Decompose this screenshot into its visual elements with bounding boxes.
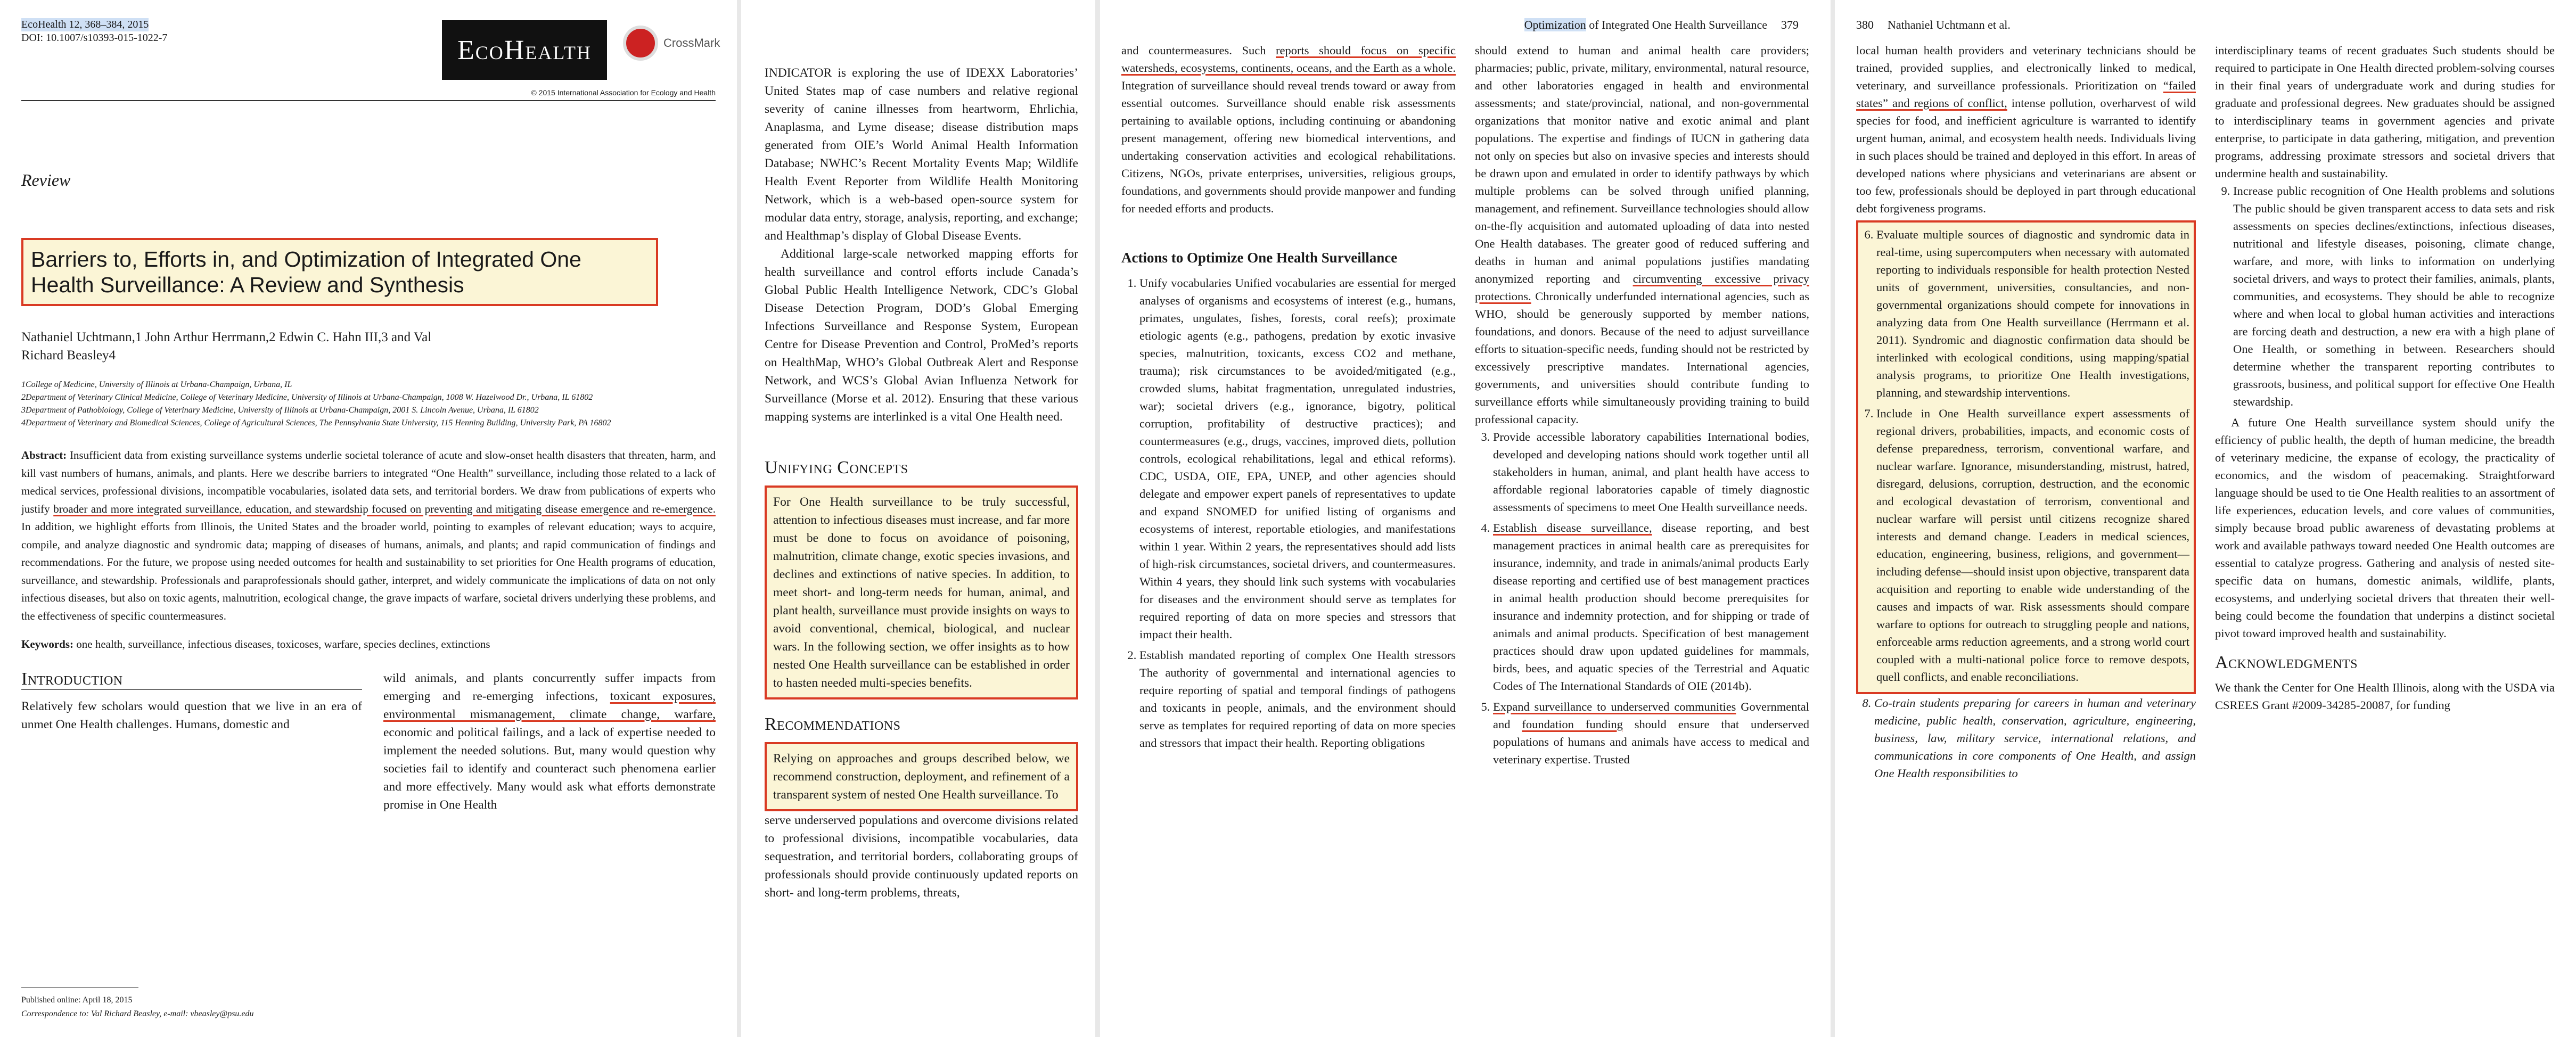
p3-intro-a: and countermeasures. Such <box>1121 44 1276 57</box>
p4-colb-p2: A future One Health surveillance system should unify the efficiency of public health, the depth of human medicine, the breadth of veterinary medicine, the expanse of ecology, the practicality of economics, and the wisdom of peacemaking. Straightforward language should be used to tie One Health realities to an assortment of life experiences, education levels, and core values of communities, simply because broad public awareness of devastating problems at work and available pathways toward needed One Health outcomes are essential to catalyze progress. Gathering and analysis of nested site-specific data on humans, domestic animals, wildlife, plants, ecosystems, and underlying societal drivers that threaten their well-being could become the foundation that underpins a distinct societal pivot toward improved health and sustainability. <box>2215 416 2555 640</box>
acknowledgments-text: We thank the Center for One Health Illinois, along with the USDA via CSREES Grant #2009-34285-20087, for funding <box>2215 681 2555 712</box>
intro-right-underlined: toxicant exposures, environmental mismanagement, climate change, warfare, <box>383 689 716 721</box>
p4-cola-a: local human health providers and veterinary technicians should be trained, provided supplies, and electronically linked to medical, veterinary, and surveillance professionals. Prioritization on <box>1856 44 2196 92</box>
intro-right-a: wild animals, and plants concurrently suffer impacts from emerging and re-emerging infections, <box>383 671 716 703</box>
action-item-3: 3. Provide accessible laboratory capabilities International bodies, developed and developing nations should work together until all stakeholders in human, animal, and plant health have access to affordable regional laboratories capable of timely diagnostic assessments of specimens to meet One Health surveillance needs. <box>1493 428 1809 516</box>
action-item-5-underlined-2: foundation funding <box>1522 718 1623 731</box>
published-date: Published online: April 18, 2015 <box>21 995 133 1005</box>
page-4 <box>1835 0 2576 1037</box>
action-item-7: 7. Include in One Health surveillance expert assessments of regional drivers, probabilities, impacts, and economic costs of defense preparedness, terrorism, conventional warfare, and nuclear warfare. Ignorance, misunderstanding, mistrust, hatred, disregard, delusions, corruption, destruction, and the economic and ecological devastation of terrorism, conventional and nuclear warfare will persist until citizens recognize shared interests and demand change. Leaders in medical sciences, education, engineering, business, religions, and government—including defense—should insist upon objective, transparent data acquisition and reporting to enable wide understanding of the causes and impacts of war. Risk assessments should compare warfare to options for outreach to struggling people and nations, enforceable arms reduction agreements, and a strong world court coupled with a multi-national police force to remove despots, quell conflicts, and enable reconciliations. <box>1876 405 2189 686</box>
page-3 <box>1100 0 1831 1037</box>
page4-col-a <box>1856 42 2196 785</box>
introduction-heading: Introduction <box>21 669 362 690</box>
affiliations <box>21 378 716 430</box>
abstract <box>21 447 716 625</box>
page4-col-b <box>2215 42 2555 785</box>
abstract-underlined: broader and more integrated surveillance, education, and stewardship focused on preventing and mitigating disease emergence and re-emergence. <box>53 502 716 515</box>
p3-colb-para <box>1475 42 1809 428</box>
correspondence: Correspondence to: Val Richard Beasley, e-mail: vbeasley@psu.edu <box>21 1009 254 1018</box>
recommendations-text: serve underserved populations and overcome divisions related to professional divisions, incompatible vocabularies, data sequestration, and territorial borders, collaborating groups of professionals should provide continuously updated reports on short- and long-term problems, threats, <box>765 813 1078 900</box>
doi: DOI: 10.1007/s10393-015-1022-7 <box>21 32 168 44</box>
keywords <box>21 638 716 651</box>
running-head-text: of Integrated One Health Surveillance <box>1586 18 1767 31</box>
action-item-1: 1. Unify vocabularies Unified vocabularies are essential for merged analyses of organisms and ecosystems of interest (e.g., humans, primates, ungulates, fishes, forests, coral reefs); proximate etiologic agents (e.g., pathogens, predation by exotic invasive species, malnutrition, toxicants, excess CO2 and methane, trauma); risk circumstances to be avoided/mitigated (e.g., crowded slums, habitat fragmentation, unregulated industries, war); societal drivers (e.g., ignorance, bigotry, political corruption, profitability of destructive practices); and countermeasures (e.g., drugs, vaccines, improved diets, pollution controls, ecological rehabilitations, legal and ethical reforms). CDC, USDA, OIE, EPA, UNEP, and other agencies should delegate and empower expert panels of representatives to update and expand SNOMED for unified listing of organisms and ecosystems of interest, reportable etiologies, and manifestations within 1 year. Within 2 years, the representatives should add lists of high-risk circumstances, societal drivers, and countermeasures. Within 4 years, they should link such systems with vocabularies for diseases and the environment should serve as templates for required reporting of data on more species and stressors that impact their health. <box>1139 274 1456 643</box>
keywords-text: one health, surveillance, infectious diseases, toxicoses, warfare, species declines, extinctions <box>76 638 490 651</box>
recommendations-heading: Recommendations <box>765 714 901 734</box>
running-head <box>1524 18 1767 32</box>
action-item-5-underlined: Expand surveillance to underserved communities <box>1493 700 1736 713</box>
article-type: Review <box>21 170 71 190</box>
action-item-9: 9. Increase public recognition of One Health problems and solutions The public should be given transparent access to data sets and risk assessments on species declines/extinctions, infectious diseases, nutritional and lifestyle diseases, poisoning, climate change, warfare, and more, with links to information on underlying societal drivers, and ways to protect their families, animals, plants, communities, and ecosystems. They should be able to recognize where and when local to global human activities and interactions are forcing death and destruction, a new era with a high plane of One Health, or something in between. Researchers should determine whether the transparent reporting contributes to grassroots, business, and political support for effective One Health stewardship. <box>2233 182 2555 410</box>
page3-col-a <box>1121 42 1456 771</box>
p4-cola-b: intense pollution, overharvest of wild species for food, and inefficient agriculture is warranted to identify urgent human, animal, and ecosystem health needs. Individuals living in such places should be trained and deployed in this effort. In areas of developed nations where physicians and veterinarians are absent or too few, professionals should be deployed in part through educational debt forgiveness programs. <box>1856 96 2196 215</box>
keywords-label: Keywords: <box>21 638 73 651</box>
action-item-8: 8. Co-train students preparing for careers in human and veterinary medicine, public health, conservation, agriculture, engineering, business, law, military service, international relations, and communications in core components of One Health, and assign One Health responsibilities to <box>1874 694 2196 782</box>
intro-right-text <box>383 669 716 814</box>
affiliation-2: 2Department of Veterinary Clinical Medicine, College of Veterinary Medicine, University of Illinois at Urbana-Champaign, 1008 W. Hazelwood Dr., Urbana, IL 61802 <box>21 393 593 402</box>
p4-cola-underlined: “failed states” and regions of conflict, <box>1856 79 2196 110</box>
p3-intro <box>1121 42 1456 217</box>
running-head-authors: Nathaniel Uchtmann et al. <box>1888 18 2011 31</box>
intro-right-b: economic and political failings, and a lack of expertise needed to implement the needed solutions. But, many would question why societies fail to identify and counteract such phenomena earlier and more effectively. Many would ask what efforts demonstrate promise in One Health <box>383 726 716 812</box>
crossmark-icon[interactable] <box>623 26 658 61</box>
page-1 <box>0 0 737 1037</box>
p4-cola-para <box>1856 42 2196 217</box>
recommendations-box: Relying on approaches and groups described below, we recommend construction, deployment, and refinement of a transparent system of nested One Health surveillance. To <box>765 742 1078 811</box>
page2-para1: INDICATOR is exploring the use of IDEXX Laboratories’ United States map of case numbers and relative regional severity of canine illnesses from heartworm, Ehrlichia, Anaplasma, and Lyme disease; disease distribution maps generated from OIE’s World Animal Health Information Database; NWHC’s Recent Mortality Events Map; Wildlife Health Event Reporter from Wildlife Health Monitoring Network, which is a web-based open-source system for modular data entry, storage, analysis, reporting, and exchange; and Healthmap’s display of Global Disease Events. <box>765 66 1078 243</box>
page-number-380: 380 <box>1856 18 1874 31</box>
authors: Nathaniel Uchtmann,1 John Arthur Herrmann,2 Edwin C. Hahn III,3 and Val Richard Beasley4 <box>21 330 432 363</box>
journal-citation: EcoHealth 12, 368–384, 2015 <box>21 19 149 30</box>
page2-para2: Additional large-scale networked mapping efforts for health surveillance and control efforts include Canada’s Global Public Health Intelligence Network, CDC’s Global Disease Detection Program, DOD’s Global Emerging Infections Surveillance and Response System, European Centre for Disease Prevention and Control, ProMed’s reports on HealthMap, WHO’s Global Outbreak Alert and Response Network, and WCS’s Global Avian Influenza Network for Surveillance (Morse et al. 2012). Ensuring that these various mapping systems are interlinked is a vital One Health need. <box>765 247 1078 424</box>
page-1-header <box>21 18 720 98</box>
copyright-line: © 2015 International Association for Ecology and Health <box>531 88 716 97</box>
page-2 <box>741 0 1095 1037</box>
abstract-text-b: In addition, we highlight efforts from Illinois, the United States and the broader world, pointing to examples of relevant education; ways to acquire, compile, and analyze diagnostic and syndromic data; mapping of diseases of humans, animals, and plants; and rapid communication of findings and recommendations. For the future, we propose using needed outcomes for health and sustainability to set priorities for One Health programs of education, surveillance, and stewardship. Professionals and paraprofessionals should gather, interpret, and widely communicate the implications of data on not only infectious diseases, but also on toxic agents, malnutrition, ecological change, the grave impacts of warfare, societal drivers underlying these problems, and the effectiveness of specific countermeasures. <box>21 520 716 622</box>
affiliation-1: 1College of Medicine, University of Illinois at Urbana-Champaign, Urbana, IL <box>21 380 292 389</box>
action-item-4-text: disease reporting, and best management practices in animal health care as prerequisites for insurance, indemnity, and trade in animals/animal products Early disease reporting and certified use of best management practices in animal health production should become prerequisites for insurance and indemnity protection, and for shipping or trade of animals and animal products. Specification of best management practices should draw upon updated guidelines for mammals, birds, bees, and aquatic species of the Terrestrial and Aquatic Codes of The International Standards of OIE (2014b). <box>1493 521 1809 693</box>
action-item-4-underlined: Establish disease surveillance, <box>1493 521 1652 534</box>
action-item-5 <box>1493 698 1809 768</box>
action-item-6: 6. Evaluate multiple sources of diagnostic and syndromic data in real-time, using supercomputers when necessary with automated reporting to individuals responsible for health protection Nested units of government, universities, consultancies, and non-governmental organizations should compete for innovations in analyzing data from One Health surveillance (Herrmann et al. 2011). Syndromic and diagnostic confirmation data should be interlinked with ecological conditions, using mapping/spatial analysis programs, to prioritize One Health investigations, planning, and stewardship interventions. <box>1876 226 2189 401</box>
action-item-5-b: should ensure that underserved populations of humans and animals have access to medical and veterinary expertise. Trusted <box>1493 718 1809 766</box>
p3-colb-a: should extend to human and animal health care providers; pharmacies; public, private, military, environmental, natural resource, and other laboratories engaged in health and environmental assessments; and state/provincial, national, and non-governmental organizations that monitor native and exotic animal and plant populations. The expertise and findings of IUCN in gathering data not only on species but also on invasive species and interests should be drawn upon and emulated in order to identify pathways by which multiple problems can be solved through unified planning, management, and refinement. Surveillance technologies should allow on-the-fly acquisition and automated uploading of data into nested One Health databases. The greater good of reduced suffering and deaths in human and animal populations justifies mandating anonymized reporting and <box>1475 44 1809 285</box>
acknowledgments-heading: Acknowledgments <box>2215 653 2358 672</box>
p4-colb-a: interdisciplinary teams of recent graduates Such students should be required to participate in One Health directed problem-solving courses in their final years of undergraduate work and during studies for graduate and professional degrees. New graduates should be assigned to interdisciplinary teams in government agencies and private enterprise, to participate in data gathering, mitigation, and prevention programs, addressing proximate stressors and societal drivers that undermine health and sustainability. <box>2215 44 2555 180</box>
ecohealth-logo: EcoHealth <box>442 20 607 80</box>
items-6-7-highlight <box>1856 220 2196 694</box>
abstract-text-a: Insufficient data from existing surveillance systems underlie societal tolerance of acute and slow-onset health disasters that threaten, harm, and kill vast numbers of humans, animals, and plants. Here we describe barriers to integrated “One Health” surveillance, including those related to a lack of medical services, professional divisions, incompatible vocabularies, isolated data sets, and territorial borders. We draw from publications of experts who justify <box>21 449 716 515</box>
unifying-concepts-box: For One Health surveillance to be truly successful, attention to infectious diseases must increase, and far more must be done to focus on avoidance of poisoning, malnutrition, climate change, exotic species invasions, and declines and extinctions of native species. In addition, to meet short- and long-term needs for human, animal, and plant health, surveillance must provide insights on ways to avoid conventional, chemical, biological, and nuclear wars. In the following section, we offer insights as to how nested One Health surveillance can be established in order to hasten needed multi-species benefits. <box>765 485 1078 699</box>
p3-colb-b: Chronically underfunded international agencies, such as WHO, should be generously supported by member nations, foundations, and donors. Because of the need to adjust surveillance efforts to situation-specific needs, funding should not be restricted by excessively prescriptive mandates. International agencies, governments, and universities should contribute funding to surveillance efforts while simultaneously providing training to build professional capacity. <box>1475 290 1809 426</box>
title-highlight <box>21 238 658 306</box>
actions-heading: Actions to Optimize One Health Surveillance <box>1121 250 1398 266</box>
p3-intro-underlined: reports should focus on specific watersheds, ecosystems, continents, oceans, and the Earth as a whole. <box>1121 44 1456 75</box>
page-number-379: 379 <box>1781 18 1799 31</box>
affiliation-3: 3Department of Pathobiology, College of Veterinary Medicine, University of Illinois at Urbana-Champaign, 2001 S. Lincoln Avenue, Urbana, IL 61802 <box>21 406 539 415</box>
intro-left-text: Relatively few scholars would question that we live in an era of unmet One Health challenges. Humans, domestic and <box>21 699 362 731</box>
action-item-5-a: Governmental and <box>1493 700 1809 731</box>
p3-intro-b: Integration of surveillance should reveal trends toward or away from essential outcomes. Surveillance should enable risk assessments pertaining to available options, including continuing or abandoning present management, offering new biomedical interventions, and undertaking conservation activities and ecological rehabilitations. Citizens, NGOs, private enterprises, universities, religious groups, foundations, and governments should provide manpower and funding for needed efforts and products. <box>1121 79 1456 215</box>
p3-colb-underlined: circumventing excessive privacy protections. <box>1475 272 1809 303</box>
search-hit-optimization: Optimization <box>1524 18 1586 31</box>
affiliation-4: 4Department of Veterinary and Biomedical Sciences, College of Agricultural Sciences, The Pennsylvania State University, 115 Henning Building, University Park, PA 16802 <box>21 418 611 427</box>
action-item-4 <box>1493 519 1809 695</box>
abstract-label: Abstract: <box>21 449 67 462</box>
page3-col-b <box>1475 42 1809 771</box>
action-item-2: 2. Establish mandated reporting of complex One Health stressors The authority of governmental and international agencies to require reporting of spatial and temporal findings of pathogens and toxicants in people, animals, and the environment should serve as templates for required reporting of data on more species and stressors that impact their health. Reporting obligations <box>1139 646 1456 752</box>
article-title: Barriers to, Efforts in, and Optimization of Integrated One Health Surveillance: A Review and Synthesis <box>31 247 581 297</box>
crossmark-label: CrossMark <box>663 36 720 50</box>
unifying-concepts-heading: Unifying Concepts <box>765 458 908 478</box>
